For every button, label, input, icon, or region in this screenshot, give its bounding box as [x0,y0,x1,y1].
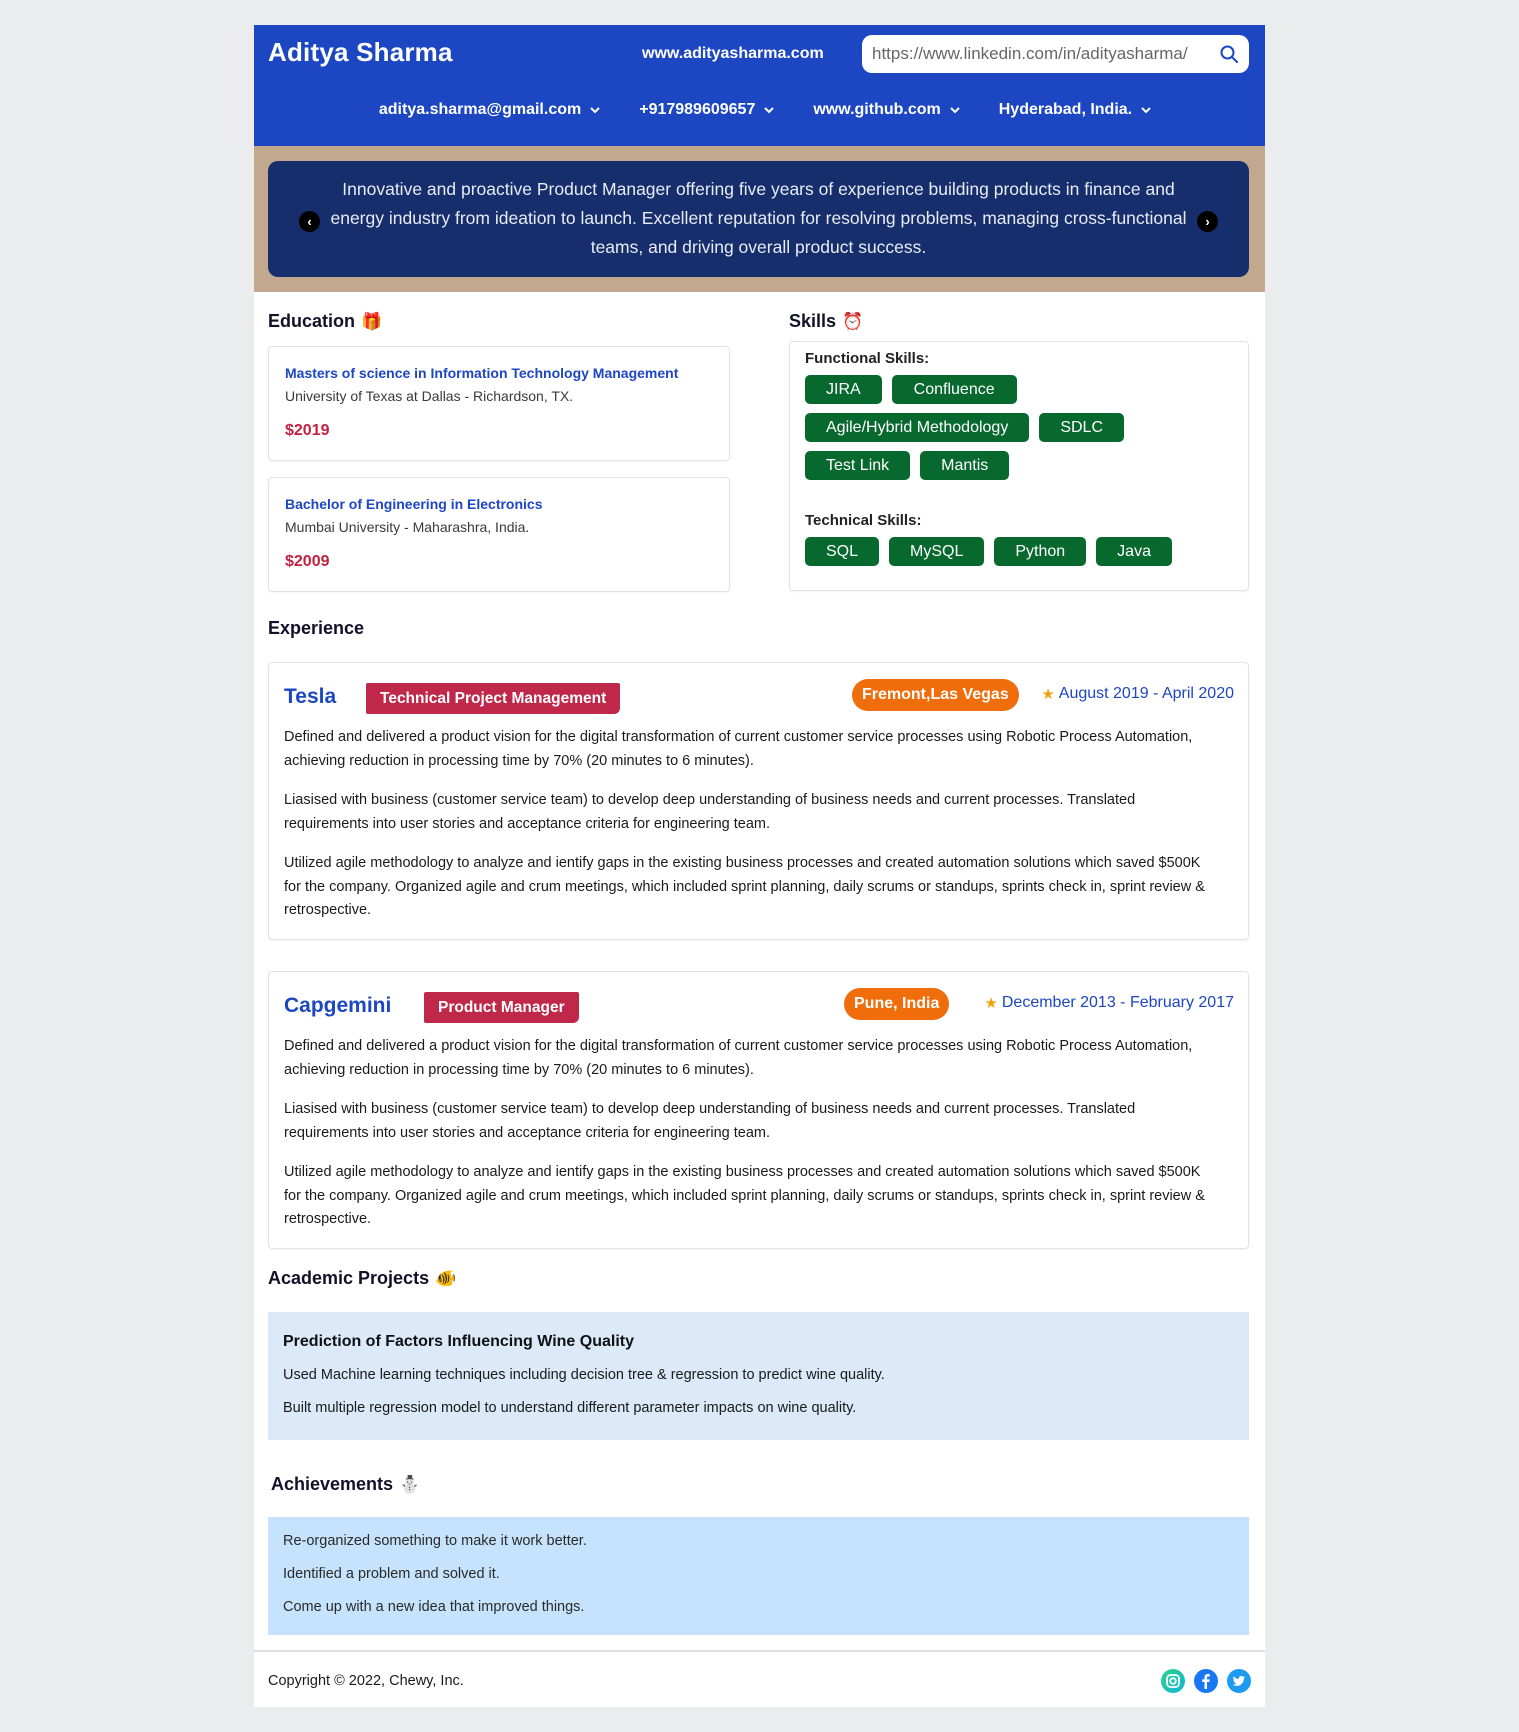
location-badge: Pune, India [844,988,949,1020]
company-name: Tesla [284,685,337,708]
skill-chip: SDLC [1039,413,1124,442]
chevron-down-icon [949,104,961,116]
github-label: www.github.com [813,101,941,118]
experience-bullet: Defined and delivered a product vision for the digital transformation of current customer service processes using Robotic Process Automation, achieving reduction in processing time by 70% (20 minutes to 6 minutes). [284,1038,1193,1078]
experience-card [268,971,1249,1249]
star-icon: ★ [984,995,998,1012]
project-detail: Used Machine learning techniques including decision tree & regression to predict wine quality. [283,1367,885,1383]
dates-text: August 2019 - April 2020 [1058,685,1234,702]
experience-bullets [284,1035,1218,1248]
school-name: Mumbai University - Maharashra, India. [285,519,530,535]
chevron-down-icon [763,104,775,116]
achievement-item: Come up with a new idea that improved things. [283,1599,585,1615]
snowman-icon: ⛄ [399,1474,421,1494]
location-badge: Fremont,Las Vegas [852,679,1019,711]
github-dropdown[interactable] [813,101,960,119]
chevron-down-icon [1140,104,1152,116]
email-label: aditya.sharma@gmail.com [378,101,582,118]
chevron-left-icon: ‹ [307,214,312,229]
experience-bullet: Liasised with business (customer service team) to develop deep understanding of business needs and current processes. Translated requirements into user stories and acceptance criteria for engineering team. [284,1101,1136,1141]
carousel-next-button[interactable] [1197,211,1218,232]
skill-chip: Mantis [920,451,1009,480]
degree-title: Masters of science in Information Technology Management [285,365,679,381]
projects-title: Academic Projects [268,1268,430,1288]
experience-bullet: Defined and delivered a product vision for the digital transformation of current customer service processes using Robotic Process Automation, achieving reduction in processing time by 70% (20 minutes to 6 minutes). [284,729,1193,769]
skill-chip: SQL [805,537,879,566]
skill-chip: Test Link [805,451,910,480]
employment-dates [984,994,1234,1012]
technical-skills-list [805,537,1233,566]
education-heading [268,311,382,332]
achievements-heading [271,1474,420,1495]
skills-card [789,341,1249,591]
skill-chip: Confluence [892,375,1017,404]
school-name: University of Texas at Dallas - Richardson, TX. [285,388,574,404]
graduation-year: $2019 [285,422,330,439]
dates-text: December 2013 - February 2017 [1001,994,1234,1011]
linkedin-input[interactable] [872,44,1219,64]
skills-heading [789,311,863,332]
footer-divider [254,1650,1265,1652]
skills-title: Skills [789,311,837,331]
facebook-icon[interactable] [1194,1669,1218,1693]
tropical-fish-icon: 🐠 [435,1268,457,1288]
email-dropdown[interactable] [379,101,601,119]
education-card [268,477,730,592]
experience-heading [268,618,364,639]
education-card [268,346,730,461]
achievements-title: Achievements [271,1474,394,1494]
project-card [268,1312,1249,1440]
company-name: Capgemini [284,994,392,1017]
header [254,25,1265,146]
copyright-text: Copyright © 2022, Chewy, Inc. [268,1673,464,1689]
role-badge: Product Manager [424,992,579,1023]
achievement-item: Re-organized something to make it work better. [283,1533,587,1549]
technical-skills-label: Technical Skills: [805,512,922,529]
linkedin-search-box[interactable] [862,35,1249,73]
skill-chip: MySQL [889,537,984,566]
chevron-right-icon: › [1205,214,1210,229]
star-icon: ★ [1041,686,1055,703]
gift-icon: 🎁 [361,311,383,331]
instagram-icon[interactable] [1161,1669,1185,1693]
phone-dropdown[interactable] [639,101,775,119]
achievements-card [268,1517,1249,1635]
project-detail: Built multiple regression model to understand different parameter impacts on wine quality. [283,1400,857,1416]
phone-label: +917989609657 [639,101,756,118]
social-links [1161,1669,1251,1693]
employment-dates [1041,685,1234,703]
carousel-prev-button[interactable] [299,211,320,232]
skill-chip: Python [994,537,1086,566]
experience-bullets [284,726,1218,939]
summary-band [254,146,1265,292]
functional-skills-label: Functional Skills: [805,350,930,367]
experience-bullet: Utilized agile methodology to analyze and ientify gaps in the existing business processes and created automation solutions which saved $500K for the company. Organized agile and crum meetings, which included sprint planning, daily scrums or standups, sprints check in, sprint review & retrospective. [284,855,1205,918]
achievement-item: Identified a problem and solved it. [283,1566,500,1582]
skill-chip: Java [1096,537,1172,566]
skill-chip: Agile/Hybrid Methodology [805,413,1029,442]
experience-bullet: Liasised with business (customer service team) to develop deep understanding of business needs and current processes. Translated requirements into user stories and acceptance criteria for engineering team. [284,792,1136,832]
degree-title: Bachelor of Engineering in Electronics [285,496,543,512]
summary-carousel [268,161,1249,277]
alarm-clock-icon: ⏰ [842,311,864,331]
summary-text: Innovative and proactive Product Manager offering five years of experience building products in finance and energy industry from ideation to launch. Excellent reputation for resolving problems, managing cross-functional teams, and driving overall product success. [330,179,1187,257]
experience-bullet: Utilized agile methodology to analyze and ientify gaps in the existing business processes and created automation solutions which saved $500K for the company. Organized agile and crum meetings, which included sprint planning, daily scrums or standups, sprints check in, sprint review & retrospective. [284,1164,1205,1227]
twitter-icon[interactable] [1227,1669,1251,1693]
role-badge: Technical Project Management [366,683,620,714]
website-link[interactable]: www.adityasharma.com [642,45,824,62]
education-title: Education [268,311,356,331]
project-title: Prediction of Factors Influencing Wine Quality [283,1333,634,1350]
resume-page [254,25,1265,1707]
skill-chip: JIRA [805,375,882,404]
functional-skills-list [805,375,1233,480]
graduation-year: $2009 [285,553,330,570]
chevron-down-icon [589,104,601,116]
experience-card [268,662,1249,940]
projects-heading [268,1268,456,1289]
location-dropdown[interactable] [999,101,1152,119]
location-label: Hyderabad, India. [998,101,1133,118]
search-icon[interactable] [1219,44,1239,64]
contact-dropdowns [254,101,1265,119]
person-name: Aditya Sharma [268,37,453,67]
experience-title: Experience [268,618,365,638]
